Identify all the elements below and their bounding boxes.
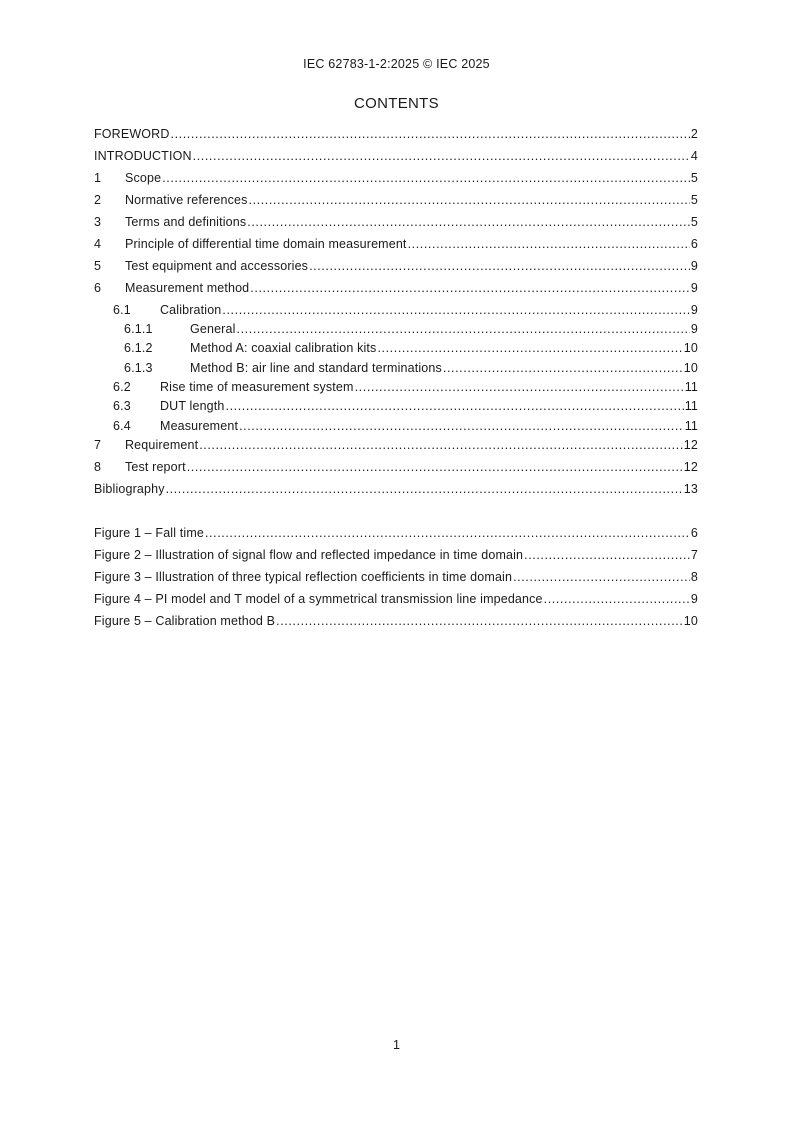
toc-entry-method-a[interactable] bbox=[94, 340, 698, 356]
toc-entry-number: 6.1 bbox=[113, 303, 131, 317]
toc-entry-measurement[interactable] bbox=[94, 418, 698, 434]
dot-leader bbox=[199, 437, 683, 453]
toc-entry-number: 5 bbox=[94, 259, 102, 273]
toc-entry-rise-time[interactable] bbox=[94, 379, 698, 395]
toc-entry-page: 13 bbox=[683, 482, 698, 496]
toc-entry-number: 6.1.2 bbox=[124, 341, 153, 355]
figure-entry-1[interactable] bbox=[94, 525, 698, 541]
toc-entry-method-b[interactable] bbox=[94, 360, 698, 376]
toc-entry-label: INTRODUCTION bbox=[94, 149, 192, 163]
toc-entry-label: Bibliography bbox=[94, 482, 165, 496]
figure-entry-page: 6 bbox=[690, 526, 698, 540]
toc-entry-requirement[interactable] bbox=[94, 437, 698, 453]
toc-entry-page: 9 bbox=[690, 322, 698, 336]
figure-entry-page: 8 bbox=[690, 570, 698, 584]
dot-leader bbox=[222, 302, 689, 318]
figure-entry-label: Figure 1 – Fall time bbox=[94, 526, 204, 540]
dot-leader bbox=[408, 236, 690, 252]
figure-entry-page: 10 bbox=[683, 614, 698, 628]
toc-entry-scope[interactable] bbox=[94, 170, 698, 186]
dot-leader bbox=[443, 360, 683, 376]
dot-leader bbox=[171, 126, 690, 142]
toc-entry-page: 11 bbox=[684, 380, 698, 394]
dot-leader bbox=[513, 569, 690, 585]
figure-entry-2[interactable] bbox=[94, 547, 698, 563]
dot-leader bbox=[187, 459, 683, 475]
toc-entry-number: 6 bbox=[94, 281, 102, 295]
dot-leader bbox=[162, 170, 690, 186]
page-number: 1 bbox=[393, 1038, 400, 1052]
toc-entry-principle[interactable] bbox=[94, 236, 698, 252]
toc-entry-page: 9 bbox=[690, 259, 698, 273]
dot-leader bbox=[226, 398, 684, 414]
toc-entry-label: Test report bbox=[125, 460, 186, 474]
dot-leader bbox=[247, 214, 690, 230]
dot-leader bbox=[544, 591, 690, 607]
toc-entry-label: FOREWORD bbox=[94, 127, 170, 141]
toc-entry-page: 11 bbox=[684, 419, 698, 433]
toc-entry-page: 5 bbox=[690, 215, 698, 229]
figure-entry-label: Figure 2 – Illustration of signal flow and reflected impedance in time domain bbox=[94, 548, 524, 562]
dot-leader bbox=[239, 418, 684, 434]
dot-leader bbox=[166, 481, 683, 497]
toc-entry-number: 8 bbox=[94, 460, 102, 474]
toc-entry-label: Method B: air line and standard terminations bbox=[190, 361, 442, 375]
toc-entry-label: Principle of differential time domain measurement bbox=[125, 237, 407, 251]
toc-entry-label: Scope bbox=[125, 171, 162, 185]
dot-leader bbox=[355, 379, 684, 395]
toc-entry-label: DUT length bbox=[160, 399, 225, 413]
dot-leader bbox=[205, 525, 690, 541]
toc-entry-label: Test equipment and accessories bbox=[125, 259, 309, 273]
document-header: IEC 62783-1-2:2025 © IEC 2025 bbox=[303, 57, 490, 71]
toc-entry-page: 12 bbox=[683, 460, 698, 474]
figure-entry-4[interactable] bbox=[94, 591, 698, 607]
toc-entry-page: 9 bbox=[690, 281, 698, 295]
toc-entry-measurement-method[interactable] bbox=[94, 280, 698, 296]
figure-entry-page: 9 bbox=[690, 592, 698, 606]
toc-entry-foreword[interactable] bbox=[94, 126, 698, 142]
toc-entry-page: 5 bbox=[690, 171, 698, 185]
dot-leader bbox=[193, 148, 690, 164]
toc-entry-number: 3 bbox=[94, 215, 102, 229]
toc-entry-calibration[interactable] bbox=[94, 302, 698, 318]
toc-entry-page: 12 bbox=[683, 438, 698, 452]
figure-entry-label: Figure 3 – Illustration of three typical reflection coefficients in time domain bbox=[94, 570, 513, 584]
toc-entry-number: 6.4 bbox=[113, 419, 131, 433]
toc-entry-page: 10 bbox=[683, 361, 698, 375]
toc-entry-number: 6.1.1 bbox=[124, 322, 153, 336]
toc-entry-label: Rise time of measurement system bbox=[160, 380, 354, 394]
dot-leader bbox=[249, 192, 690, 208]
toc-entry-page: 2 bbox=[690, 127, 698, 141]
toc-entry-label: Measurement bbox=[160, 419, 239, 433]
toc-entry-page: 10 bbox=[683, 341, 698, 355]
toc-entry-test-equipment[interactable] bbox=[94, 258, 698, 274]
dot-leader bbox=[524, 547, 690, 563]
toc-entry-normative-references[interactable] bbox=[94, 192, 698, 208]
toc-entry-terms-and-definitions[interactable] bbox=[94, 214, 698, 230]
toc-entry-label: Measurement method bbox=[125, 281, 250, 295]
toc-entry-number: 7 bbox=[94, 438, 102, 452]
toc-entry-number: 4 bbox=[94, 237, 102, 251]
toc-entry-label: General bbox=[190, 322, 236, 336]
figure-entry-page: 7 bbox=[690, 548, 698, 562]
dot-leader bbox=[237, 321, 690, 337]
toc-entry-number: 6.3 bbox=[113, 399, 131, 413]
figure-entry-3[interactable] bbox=[94, 569, 698, 585]
toc-entry-page: 4 bbox=[690, 149, 698, 163]
toc-entry-dut-length[interactable] bbox=[94, 398, 698, 414]
toc-entry-page: 6 bbox=[690, 237, 698, 251]
toc-entry-general[interactable] bbox=[94, 321, 698, 337]
toc-entry-introduction[interactable] bbox=[94, 148, 698, 164]
dot-leader bbox=[309, 258, 690, 274]
toc-entry-label: Method A: coaxial calibration kits bbox=[190, 341, 377, 355]
toc-entry-label: Requirement bbox=[125, 438, 199, 452]
toc-entry-label: Terms and definitions bbox=[125, 215, 247, 229]
toc-entry-number: 2 bbox=[94, 193, 102, 207]
toc-entry-page: 5 bbox=[690, 193, 698, 207]
toc-entry-number: 6.2 bbox=[113, 380, 131, 394]
toc-entry-page: 11 bbox=[684, 399, 698, 413]
toc-entry-label: Normative references bbox=[125, 193, 248, 207]
toc-entry-bibliography[interactable] bbox=[94, 481, 698, 497]
dot-leader bbox=[276, 613, 683, 629]
figure-entry-label: Figure 5 – Calibration method B bbox=[94, 614, 276, 628]
contents-title: CONTENTS bbox=[354, 95, 439, 112]
dot-leader bbox=[250, 280, 690, 296]
figure-entry-5[interactable] bbox=[94, 613, 698, 629]
dot-leader bbox=[377, 340, 682, 356]
toc-entry-page: 9 bbox=[690, 303, 698, 317]
figure-entry-label: Figure 4 – PI model and T model of a symmetrical transmission line impedance bbox=[94, 592, 543, 606]
toc-entry-number: 1 bbox=[94, 171, 102, 185]
toc-entry-number: 6.1.3 bbox=[124, 361, 153, 375]
toc-entry-label: Calibration bbox=[160, 303, 222, 317]
toc-entry-test-report[interactable] bbox=[94, 459, 698, 475]
